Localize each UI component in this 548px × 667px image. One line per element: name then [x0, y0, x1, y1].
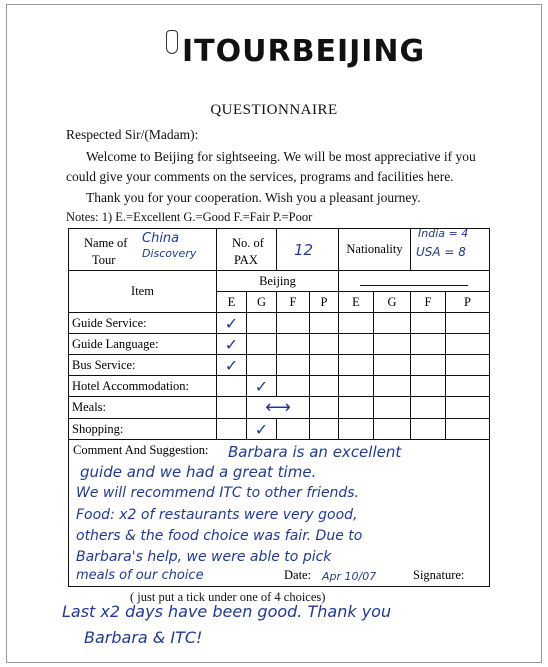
comment-line: Food: x2 of restaurants were very good, [76, 507, 358, 523]
grade-header: E [339, 292, 374, 313]
rating-cell[interactable] [217, 313, 247, 334]
comment-line: others & the food choice was fair. Due to [76, 528, 363, 544]
grade-header: P [310, 292, 339, 313]
closing-line-2: Barbara & ITC! [84, 628, 203, 647]
table-row [69, 334, 490, 355]
rating-cell[interactable] [277, 419, 310, 440]
rating-cell[interactable] [411, 419, 446, 440]
rating-cell[interactable] [339, 355, 374, 376]
closing-line-1: Last x2 days have been good. Thank you [62, 602, 392, 621]
rating-cell[interactable] [446, 355, 490, 376]
tick-mark: ✓ [224, 355, 239, 375]
rating-cell[interactable] [339, 334, 374, 355]
table-row [69, 355, 490, 376]
rating-cell[interactable] [277, 355, 310, 376]
rating-cell[interactable] [411, 376, 446, 397]
grade-header: G [374, 292, 411, 313]
city-header: Beijing [217, 271, 339, 292]
rating-cell[interactable] [446, 313, 490, 334]
nationality-usa: USA = 8 [416, 244, 466, 259]
item-label: Shopping: [69, 419, 217, 440]
rating-cell[interactable] [310, 419, 339, 440]
tour-name-line-1: China [142, 230, 180, 246]
date-value: Apr 10/07 [322, 570, 377, 583]
item-header: Item [69, 271, 217, 313]
second-city-header [339, 271, 490, 292]
logo-emblem [166, 30, 178, 54]
item-label: Hotel Accommodation: [69, 376, 217, 397]
rating-notes: Notes: 1) E.=Excellent G.=Good F.=Fair P.=Poor [66, 210, 313, 224]
name-of-tour-label: Name of Tour China Discovery [69, 229, 217, 271]
comment-line: guide and we had a great time. [80, 463, 317, 481]
nationality-india: India = 4 [418, 226, 469, 240]
rating-cell[interactable] [217, 334, 247, 355]
rating-cell[interactable] [411, 313, 446, 334]
intro-line-2: could give your comments on the services, programs and facilities here. [66, 169, 454, 184]
between-arrow: ⟷ [265, 397, 291, 418]
tour-name-line-2: Discovery [142, 246, 197, 260]
nationality-label: Nationality [339, 229, 411, 271]
tick-mark: ✓ [224, 313, 239, 333]
pax-value: 12 [294, 240, 314, 259]
table-row [69, 313, 490, 334]
rating-cell[interactable] [339, 313, 374, 334]
rating-cell[interactable] [310, 397, 339, 419]
intro-line-1: Welcome to Beijing for sightseeing. We will be most appreciative if you [86, 149, 476, 164]
rating-cell[interactable] [217, 376, 247, 397]
company-logo: ITOURBEIJING [182, 34, 426, 69]
rating-cell[interactable] [310, 376, 339, 397]
page-title: QUESTIONNAIRE [210, 102, 338, 118]
grade-header: F [411, 292, 446, 313]
signature-label: Signature: [413, 568, 465, 582]
grade-header: G [247, 292, 277, 313]
rating-cell[interactable] [247, 334, 277, 355]
rating-cell[interactable] [310, 355, 339, 376]
tick-mark: ✓ [254, 419, 269, 439]
grade-header: P [446, 292, 490, 313]
comment-line: meals of our choice [76, 568, 204, 583]
rating-cell[interactable] [217, 419, 247, 440]
rating-cell[interactable] [277, 376, 310, 397]
rating-cell[interactable] [411, 355, 446, 376]
rating-cell[interactable] [411, 397, 446, 419]
rating-cell[interactable] [374, 334, 411, 355]
grade-header: E [217, 292, 247, 313]
rating-cell[interactable] [277, 334, 310, 355]
nationality-value-cell [411, 226, 490, 271]
rating-cell[interactable] [446, 397, 490, 419]
rating-cell[interactable] [411, 334, 446, 355]
rating-cell[interactable] [446, 419, 490, 440]
item-label: Guide Service: [69, 313, 217, 334]
tick-mark: ✓ [224, 334, 239, 354]
comment-label: Comment And Suggestion: [73, 443, 209, 457]
rating-cell[interactable] [247, 376, 277, 397]
comment-line: Barbara is an excellent [228, 443, 402, 461]
rating-cell[interactable] [374, 419, 411, 440]
rating-cell[interactable] [374, 313, 411, 334]
item-label: Bus Service: [69, 355, 217, 376]
rating-cell[interactable] [374, 376, 411, 397]
no-of-pax-label: No. of PAX [217, 229, 277, 271]
comment-line: Barbara's help, we were able to pick [76, 549, 332, 565]
pax-value-cell [277, 229, 339, 271]
grade-header: F [277, 292, 310, 313]
rating-cell[interactable] [339, 419, 374, 440]
rating-cell[interactable] [277, 313, 310, 334]
rating-cell[interactable] [217, 397, 247, 419]
rating-cell[interactable] [310, 313, 339, 334]
item-label: Guide Language: [69, 334, 217, 355]
rating-cell[interactable] [217, 355, 247, 376]
rating-cell[interactable] [374, 397, 411, 419]
date-label: Date: [284, 568, 312, 582]
rating-cell[interactable] [247, 355, 277, 376]
tick-mark: ✓ [254, 376, 269, 396]
table-row [69, 376, 490, 397]
rating-cell[interactable] [374, 355, 411, 376]
rating-cell[interactable] [247, 313, 277, 334]
table-row [69, 397, 490, 419]
thanks-line: Thank you for your cooperation. Wish you a pleasant journey. [86, 190, 421, 205]
rating-cell[interactable] [247, 397, 310, 419]
rating-cell[interactable] [339, 397, 374, 419]
rating-cell[interactable] [247, 419, 277, 440]
rating-cell[interactable] [339, 376, 374, 397]
table-row [69, 419, 490, 440]
footer-note: ( just put a tick under one of 4 choices) [130, 590, 326, 604]
rating-cell[interactable] [446, 334, 490, 355]
comment-line: We will recommend ITC to other friends. [76, 485, 360, 501]
rating-cell[interactable] [310, 334, 339, 355]
rating-cell[interactable] [446, 376, 490, 397]
greeting: Respected Sir/(Madam): [66, 127, 199, 142]
item-label: Meals: [69, 397, 217, 419]
